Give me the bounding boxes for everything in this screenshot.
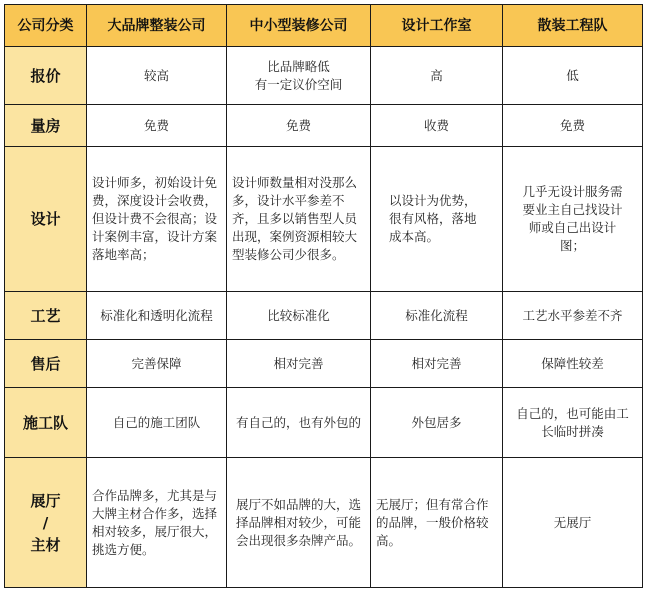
row-label-part-slash: / [42, 513, 49, 532]
cell-price-big-brand: 较高 [87, 47, 227, 105]
cell-measure-independent-crew: 免费 [503, 105, 643, 147]
cell-measure-big-brand: 免费 [87, 105, 227, 147]
row-label-part-showroom: 展厅 [30, 491, 61, 510]
header-col-independent-crew: 散装工程队 [503, 5, 643, 47]
row-label-after-sales: 售后 [5, 340, 87, 388]
cell-design-small-medium: 设计师数量相对没那么多，设计水平参差不齐，且多以销售型人员出现，案例资源相较大型装修公司少很多。 [227, 147, 371, 292]
row-label-showroom-materials [5, 458, 87, 588]
cell-after-sales-big-brand: 完善保障 [87, 340, 227, 388]
cell-craft-small-medium: 比较标准化 [227, 292, 371, 340]
cell-craft-design-studio: 标准化流程 [371, 292, 503, 340]
row-label-price: 报价 [5, 47, 87, 105]
cell-team-big-brand: 自己的施工团队 [87, 388, 227, 458]
cell-after-sales-independent-crew: 保障性较差 [503, 340, 643, 388]
cell-team-independent-crew: 自己的，也可能由工长临时拼凑 [503, 388, 643, 458]
row-craft [5, 292, 643, 340]
company-comparison-table [4, 4, 643, 588]
header-col-design-studio: 设计工作室 [371, 5, 503, 47]
cell-after-sales-small-medium: 相对完善 [227, 340, 371, 388]
row-label-part-materials: 主材 [30, 535, 61, 554]
cell-showroom-small-medium: 展厅不如品牌的大，选择品牌相对较少，可能会出现很多杂牌产品。 [227, 458, 371, 588]
header-row [5, 5, 643, 47]
row-price [5, 47, 643, 105]
cell-showroom-independent-crew: 无展厅 [503, 458, 643, 588]
cell-team-design-studio: 外包居多 [371, 388, 503, 458]
row-label-construction-team: 施工队 [5, 388, 87, 458]
cell-craft-independent-crew: 工艺水平参差不齐 [503, 292, 643, 340]
cell-showroom-big-brand: 合作品牌多，尤其是与大牌主材合作多，选择相对较多，展厅很大，挑选方便。 [87, 458, 227, 588]
row-label-craft: 工艺 [5, 292, 87, 340]
cell-measure-small-medium: 免费 [227, 105, 371, 147]
cell-team-small-medium: 有自己的，也有外包的 [227, 388, 371, 458]
cell-price-independent-crew: 低 [503, 47, 643, 105]
cell-measure-design-studio: 收费 [371, 105, 503, 147]
cell-design-design-studio: 以设计为优势，很有风格，落地成本高。 [371, 147, 503, 292]
cell-price-design-studio: 高 [371, 47, 503, 105]
cell-design-big-brand: 设计师多，初始设计免费，深度设计会收费，但设计费不会很高；设计案例丰富，设计方案落地率高； [87, 147, 227, 292]
cell-after-sales-design-studio: 相对完善 [371, 340, 503, 388]
cell-price-small-medium: 比品牌略低 有一定议价空间 [227, 47, 371, 105]
row-label-design: 设计 [5, 147, 87, 292]
header-col-big-brand: 大品牌整装公司 [87, 5, 227, 47]
row-design [5, 147, 643, 292]
row-measure [5, 105, 643, 147]
cell-craft-big-brand: 标准化和透明化流程 [87, 292, 227, 340]
cell-showroom-design-studio: 无展厅；但有常合作的品牌，一般价格较高。 [371, 458, 503, 588]
header-col-small-medium: 中小型装修公司 [227, 5, 371, 47]
header-category: 公司分类 [5, 5, 87, 47]
row-construction-team [5, 388, 643, 458]
row-label-measure: 量房 [5, 105, 87, 147]
row-after-sales [5, 340, 643, 388]
comparison-table-container [4, 4, 642, 587]
row-label-stack [30, 490, 60, 556]
cell-design-independent-crew: 几乎无设计服务需要业主自己找设计师或自己出设计图； [503, 147, 643, 292]
row-showroom-materials [5, 458, 643, 588]
